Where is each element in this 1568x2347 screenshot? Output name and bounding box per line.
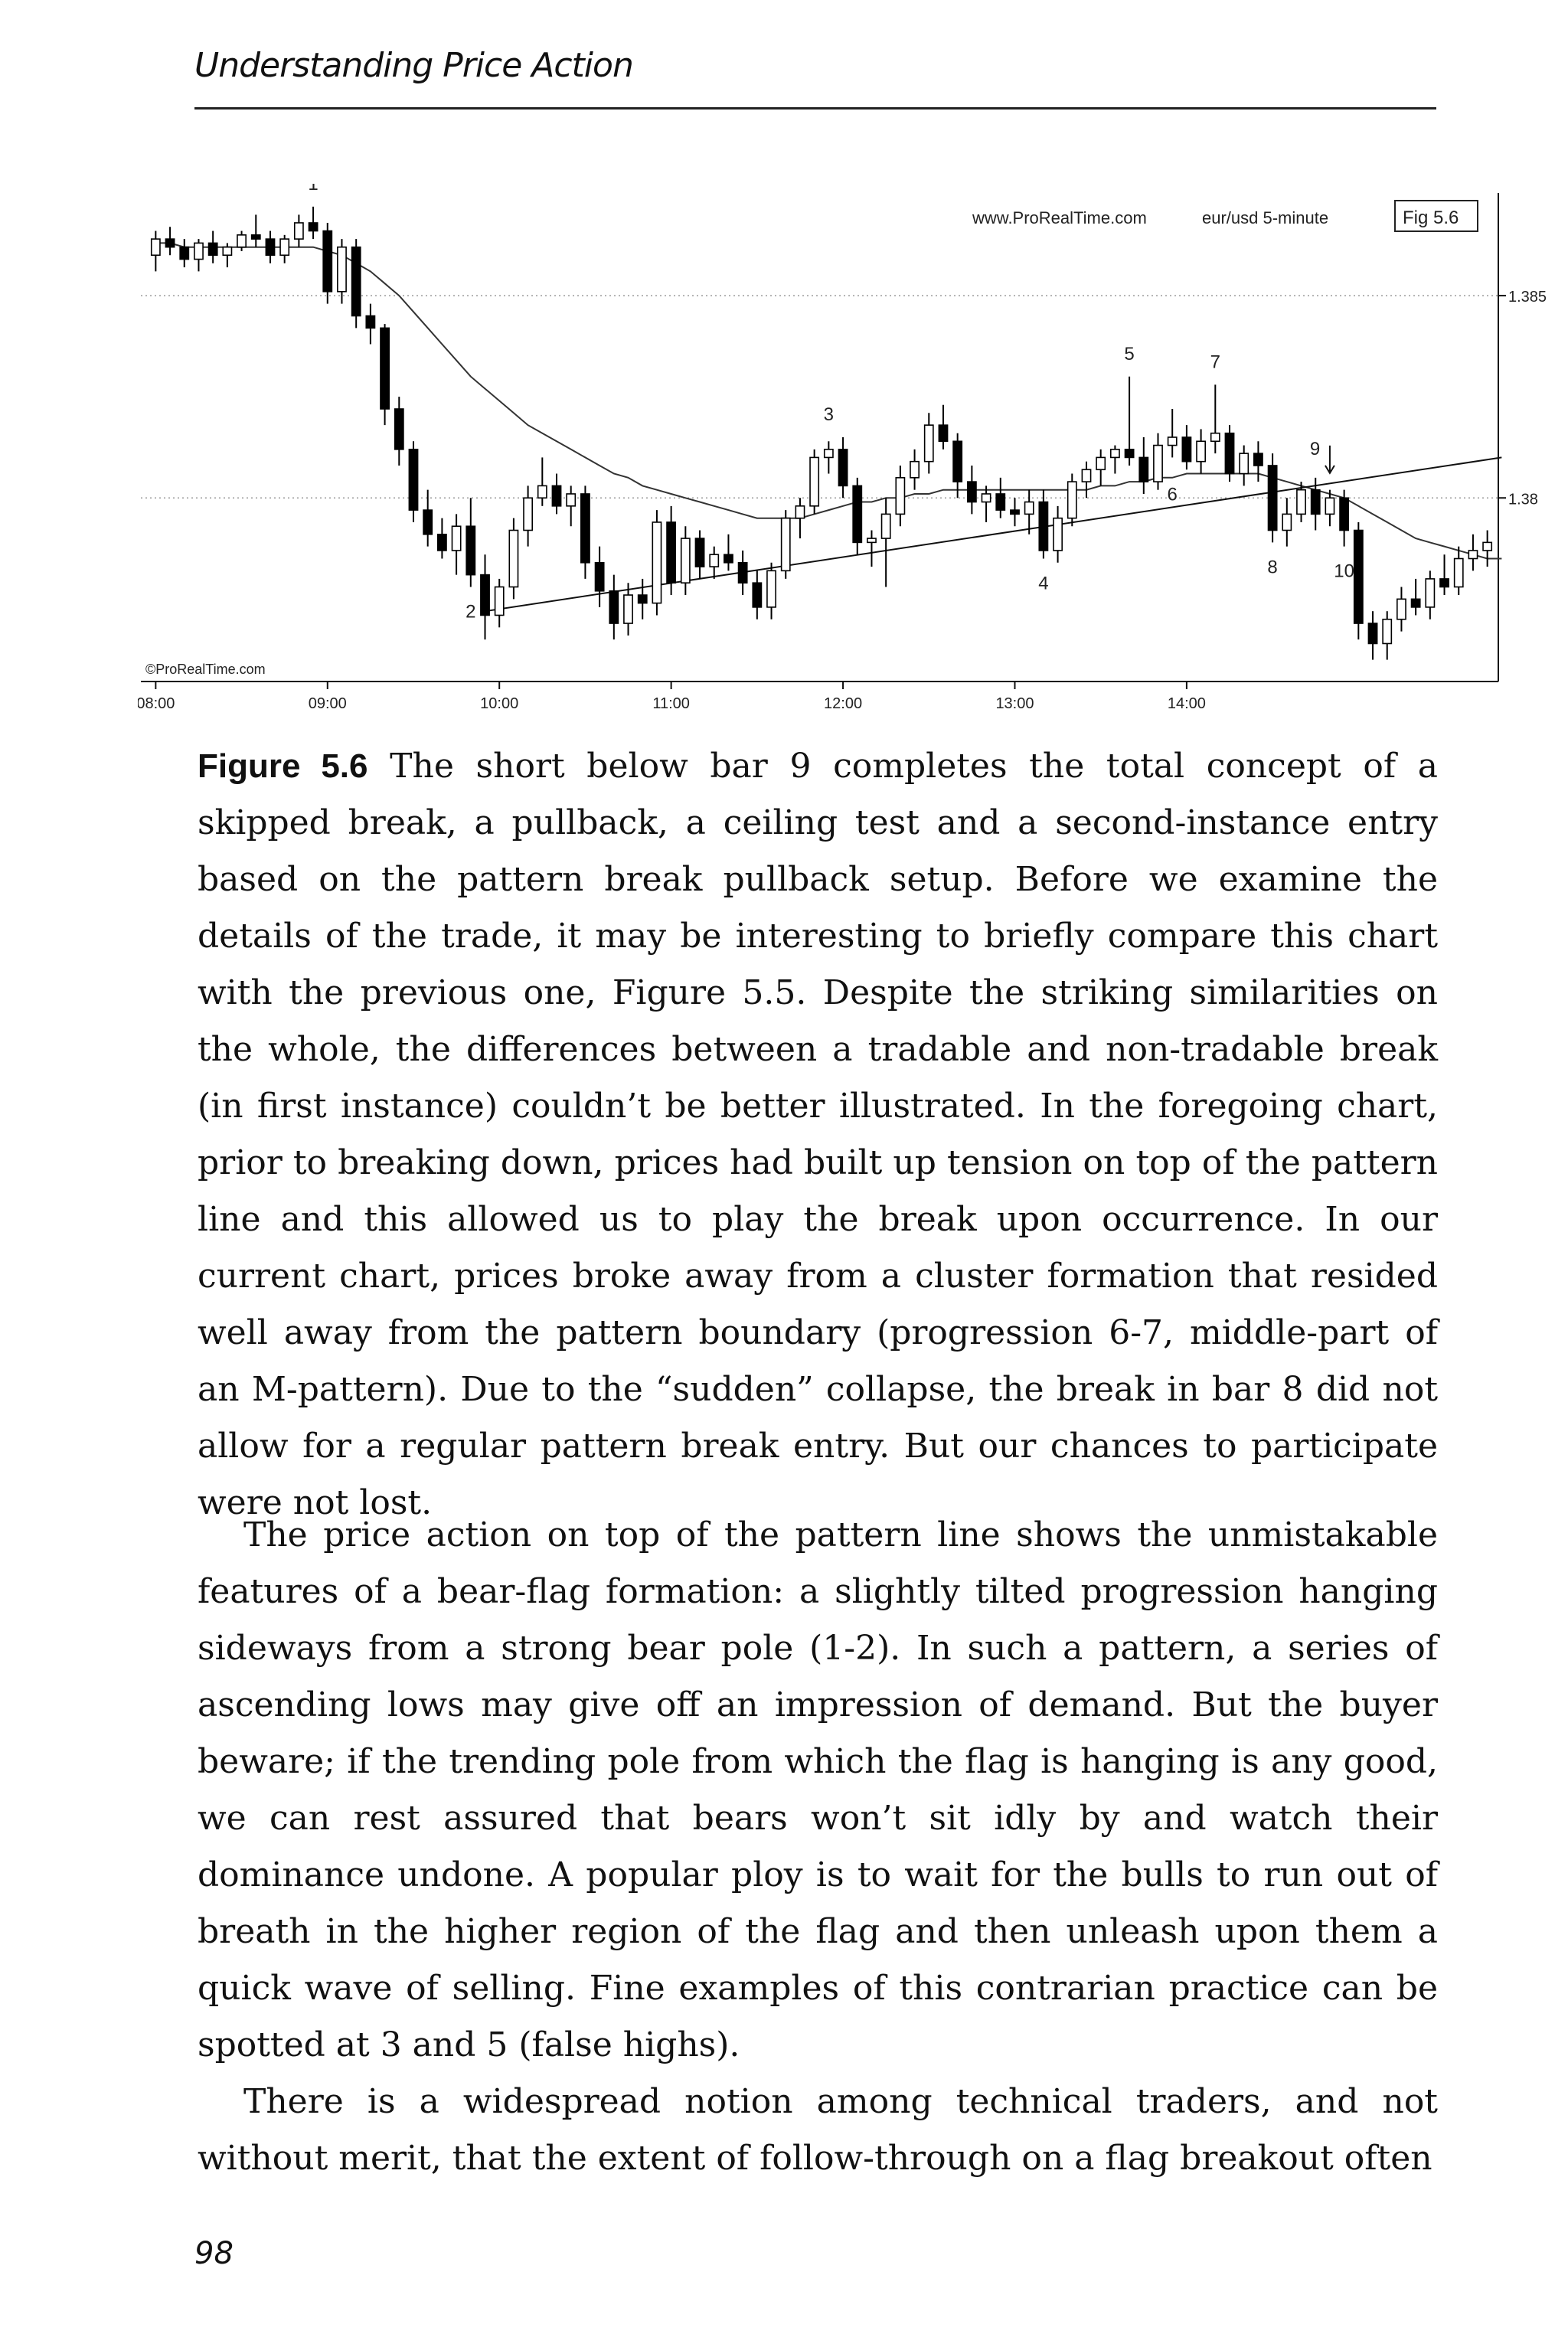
candle-body-up <box>1455 559 1463 587</box>
page-number: 98 <box>194 2236 234 2271</box>
candle-body-up <box>882 514 890 538</box>
candle-body-up <box>810 457 818 505</box>
candle-body-down <box>609 591 618 623</box>
candle-body-down <box>1412 599 1420 607</box>
candle-body-down <box>1182 437 1191 462</box>
annotation-label: 8 <box>1267 557 1278 578</box>
candle-body-up <box>280 239 289 255</box>
watermark: ©ProRealTime.com <box>145 662 266 677</box>
candle-body-down <box>165 239 174 247</box>
candle-body-up <box>624 595 632 623</box>
candle-body-down <box>1011 510 1019 514</box>
candle-body-up <box>452 526 460 551</box>
x-tick-label: 11:00 <box>652 695 690 712</box>
candle-body-up <box>567 494 575 506</box>
candle-body-up <box>1111 449 1119 458</box>
source-label: www.ProRealTime.com <box>972 208 1147 227</box>
candle-body-up <box>1468 551 1477 559</box>
candle-body-up <box>1297 490 1305 515</box>
pattern-line <box>485 457 1502 611</box>
candle-body-down <box>323 231 332 292</box>
candle-body-down <box>1340 498 1348 530</box>
candle-body-down <box>395 409 403 449</box>
candle-body-down <box>481 575 489 616</box>
figure-caption-text: The short below bar 9 completes the total concept of a skipped break, a pullback, a ceiling test and a second-instance entry based on the pattern break pullback setup. Before we examine the details of the trade, it may be interesting to briefly compare this chart with the previous one, Figure 5.5. Despite the striking similarities on the whole, the differences between a tradable and non-tradable break (in first instance) couldn’t be better illustrated. In the foregoing chart, prior to breaking down, prices had built up tension on top of the pattern line and this allowed us to play the break upon occurrence. In our current chart, prices broke away from a cluster formation that resided well away from the pattern boundary (progression 6-7, middle-part of an M-pattern). Due to the “sudden” collapse, the break in bar 8 did not allow for a regular pattern break entry. But our chances to participate were not lost. <box>198 747 1439 1522</box>
candle-body-up <box>867 538 876 542</box>
candle-body-down <box>1368 623 1377 643</box>
candle-body-down <box>1125 449 1133 458</box>
chart-svg <box>138 184 1562 720</box>
candle-body-down <box>968 482 976 502</box>
annotation-label: 9 <box>1309 438 1321 459</box>
candle-body-up <box>767 570 776 607</box>
candle-body-up <box>223 247 231 256</box>
candle-body-up <box>495 587 504 615</box>
candle-body-down <box>1269 466 1277 531</box>
candle-body-up <box>524 498 532 530</box>
annotation-label: 7 <box>1210 351 1220 373</box>
candle-body-down <box>1354 531 1363 624</box>
candle-body-down <box>596 563 604 591</box>
candle-body-up <box>338 247 346 292</box>
candle-body-down <box>667 522 675 583</box>
candle-body-down <box>209 243 217 255</box>
candle-body-up <box>681 538 690 583</box>
candle-body-down <box>753 583 761 607</box>
x-tick-label: 13:00 <box>995 695 1034 712</box>
candle-body-up <box>795 506 804 518</box>
fig-tag: Fig 5.6 <box>1403 208 1459 228</box>
x-tick-label: 12:00 <box>824 695 863 712</box>
candle-body-down <box>1312 490 1320 515</box>
annotation-label: 5 <box>1124 343 1135 364</box>
candle-body-up <box>1168 437 1177 446</box>
candle-body-down <box>266 239 274 255</box>
candle-body-down <box>838 449 847 486</box>
candle-body-down <box>953 441 962 482</box>
candle-body-up <box>1096 457 1105 469</box>
candle-body-up <box>1211 433 1220 442</box>
candle-body-down <box>1225 433 1233 474</box>
candle-body-up <box>825 449 833 458</box>
candle-body-up <box>295 223 303 239</box>
candle-body-up <box>1483 542 1491 551</box>
candle-body-up <box>1383 619 1391 644</box>
candle-body-down <box>739 563 747 583</box>
candle-body-up <box>910 462 919 478</box>
figure-label: Figure 5.6 <box>198 747 368 785</box>
candle-body-up <box>194 243 203 259</box>
x-tick-label: 10:00 <box>480 695 519 712</box>
candle-body-down <box>423 510 432 534</box>
candle-body-up <box>1240 453 1248 473</box>
candle-body-down <box>853 485 861 542</box>
candle-body-down <box>381 328 389 409</box>
candle-body-down <box>996 494 1004 510</box>
x-tick-label: 08:00 <box>138 695 175 712</box>
candle-body-down <box>581 494 590 563</box>
candle-body-down <box>639 595 647 603</box>
candle-body-up <box>1154 446 1162 482</box>
candle-body-up <box>1426 579 1434 607</box>
candle-body-down <box>695 538 704 567</box>
candle-body-down <box>466 526 475 574</box>
running-header: Understanding Price Action <box>194 46 633 85</box>
candle-body-up <box>710 554 718 567</box>
body-paragraph-2: There is a widespread notion among technical traders, and not without merit, that the extent of follow-through on a flag breakout often <box>198 2082 1438 2178</box>
candle-body-down <box>1254 453 1263 466</box>
candle-body-up <box>1397 599 1406 619</box>
annotation-label: 2 <box>466 601 476 623</box>
instrument-label: eur/usd 5-minute <box>1202 208 1329 227</box>
candle-body-up <box>237 235 246 247</box>
candle-body-down <box>409 449 417 510</box>
candle-body-up <box>1025 502 1034 515</box>
candle-body-up <box>1325 498 1334 514</box>
x-tick-label: 09:00 <box>308 695 347 712</box>
candle-body-down <box>252 235 260 239</box>
candle-body-up <box>982 494 990 502</box>
candle-body-up <box>538 485 547 498</box>
candle-body-up <box>896 478 904 515</box>
annotation-label: 1 <box>308 184 318 194</box>
header-rule <box>194 107 1436 110</box>
candle-body-down <box>939 425 947 441</box>
annotation-label: 3 <box>823 404 835 425</box>
x-tick-label: 14:00 <box>1167 695 1206 712</box>
candle-body-up <box>782 518 790 571</box>
y-tick-label: 1.385 <box>1508 289 1547 306</box>
candle-body-up <box>1082 469 1090 482</box>
candle-body-up <box>925 425 933 462</box>
candle-body-down <box>180 247 188 260</box>
annotation-label: 10 <box>1334 561 1354 582</box>
annotation-label: 4 <box>1038 573 1049 594</box>
annotation-label: 6 <box>1167 484 1178 505</box>
candle-body-down <box>1440 579 1449 587</box>
y-tick-label: 1.38 <box>1508 491 1538 508</box>
candle-body-up <box>152 239 160 255</box>
candle-body-down <box>1139 457 1148 482</box>
candle-body-up <box>1068 482 1076 518</box>
candle-body-down <box>366 316 374 329</box>
candle-body-down <box>438 534 446 551</box>
candle-body-down <box>724 554 733 563</box>
candle-body-down <box>352 247 361 316</box>
candle-body-up <box>1282 514 1291 530</box>
candle-body-down <box>1039 502 1047 551</box>
candle-body-up <box>652 522 661 603</box>
body-paragraph-1: The price action on top of the pattern line shows the unmistakable features of a bear-flag formation: a slightly tilted progression hanging sideways from a strong bear pole (1-2). In such a pattern, a series of ascending lows may give off an impression of demand. But the buyer beware; if the trending pole from which the flag is hanging is any good, we can rest assured that bears won’t sit idly by and watch their dominance undone. A popular ploy is to wait for the bulls to run out of breath in the higher region of the flag and then unleash upon them a quick wave of selling. Fine examples of this contrarian practice can be spotted at 3 and 5 (false highs). <box>198 1515 1438 2064</box>
candle-body-down <box>309 223 317 231</box>
figure-caption <box>198 738 1438 1531</box>
candle-body-up <box>509 531 518 587</box>
candle-body-up <box>1054 518 1062 551</box>
price-chart <box>138 184 1562 720</box>
candle-body-down <box>552 485 560 505</box>
candle-body-up <box>1197 441 1205 461</box>
